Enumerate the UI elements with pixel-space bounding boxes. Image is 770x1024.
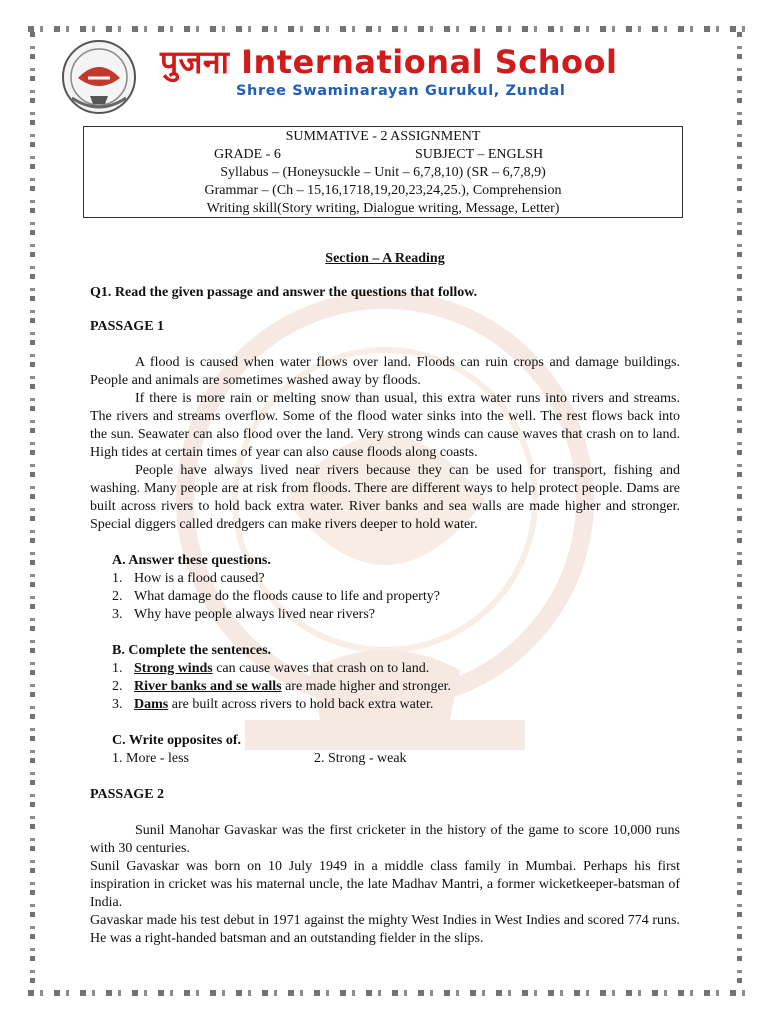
answer-text: River banks and se walls [134,679,282,694]
list-item: 2. River banks and se walls are made higher and stronger. [112,679,452,694]
subject-label: SUBJECT – ENGLSH [415,147,544,162]
part-b-title: B. Complete the sentences. [112,643,272,658]
grade-subject-row [84,146,682,164]
opposites-row [112,750,680,768]
passage-2-paragraph: Sunil Gavaskar was born on 10 July 1949 in a middle class family in Mumbai. Perhaps his first inspiration in cricket was his maternal uncle, the late Madhav Mantri, a former wicketkeeper-batsman of India. [90,859,680,910]
question-1-heading: Q1. Read the given passage and answer the questions that follow. [90,285,478,300]
page-border-left [30,32,35,990]
passage-1-paragraph: People have always lived near rivers because they can be used for transport, fishing and washing. Many people are at risk from floods. There are different ways to help protect people. Dams are built across rivers to hold back extra water. River banks and sea walls are made higher and stronger. Special diggers called dredgers can make rivers deeper to hold water. [90,463,680,532]
grammar-line: Grammar – (Ch – 15,16,1718,19,20,23,24,25.), Comprehension [204,183,562,198]
part-b-block [112,642,680,714]
syllabus-line: Syllabus – (Honeysuckle – Unit – 6,7,8,10) (SR – 6,7,8,9) [220,165,546,180]
part-b-list [112,660,680,714]
opposite-item: 1. More - less [112,751,189,766]
school-logo-icon [60,38,138,116]
part-c-title: C. Write opposites of. [112,733,241,748]
school-name-english: International School [241,43,618,81]
passage-2-label: PASSAGE 2 [90,787,165,802]
passage-2-paragraph: Sunil Manohar Gavaskar was the first cricketer in the history of the game to score 10,000 runs with 30 centuries. [90,823,680,856]
section-title: Section – A Reading [325,251,445,266]
opposite-item: 2. Strong - weak [314,751,407,766]
page-border-right [737,32,742,990]
part-a-block [112,552,680,624]
grade-label: GRADE - 6 [214,147,281,162]
page-border-bottom [28,990,748,996]
passage-1-paragraph: A flood is caused when water flows over land. Floods can ruin crops and damage buildings. People and animals are sometimes washed away by floods. [90,355,680,388]
part-a-list [112,570,680,624]
writing-line: Writing skill(Story writing, Dialogue writing, Message, Letter) [206,201,560,216]
part-a-title: A. Answer these questions. [112,553,271,568]
page-border-top [28,26,748,32]
school-name [160,40,617,83]
assignment-info-box [83,126,683,218]
part-c-block [112,732,680,768]
answer-text: Dams [134,697,169,712]
assignment-title: SUMMATIVE - 2 ASSIGNMENT [285,129,481,144]
list-item: 3. Why have people always lived near rivers? [112,607,376,622]
passage-1-paragraph: If there is more rain or melting snow than usual, this extra water runs into rivers and streams. The rivers and streams overflow. Some of the flood water sinks into the well. The rest flows back into the sun. Seawater can also flood over the land. Very strong winds can cause waves that crash on to land. High tides at certain times of year can also cause floods along coasts. [90,391,680,460]
list-item: 2. What damage do the floods cause to life and property? [112,589,440,604]
list-item: 1. Strong winds can cause waves that crash on to land. [112,661,430,676]
passage-1-label: PASSAGE 1 [90,319,165,334]
school-subtitle: Shree Swaminarayan Gurukul, Zundal [236,83,566,99]
answer-text: Strong winds [134,661,213,676]
school-name-devanagari: पुजना [160,43,230,81]
assignment-content [90,250,680,948]
list-item: 3. Dams are built across rivers to hold back extra water. [112,697,434,712]
passage-2-paragraph: Gavaskar made his test debut in 1971 against the mighty West Indies in West Indies and scored 774 runs. He was a right-handed batsman and an outstanding fielder in the slips. [90,913,680,946]
list-item: 1. How is a flood caused? [112,571,265,586]
